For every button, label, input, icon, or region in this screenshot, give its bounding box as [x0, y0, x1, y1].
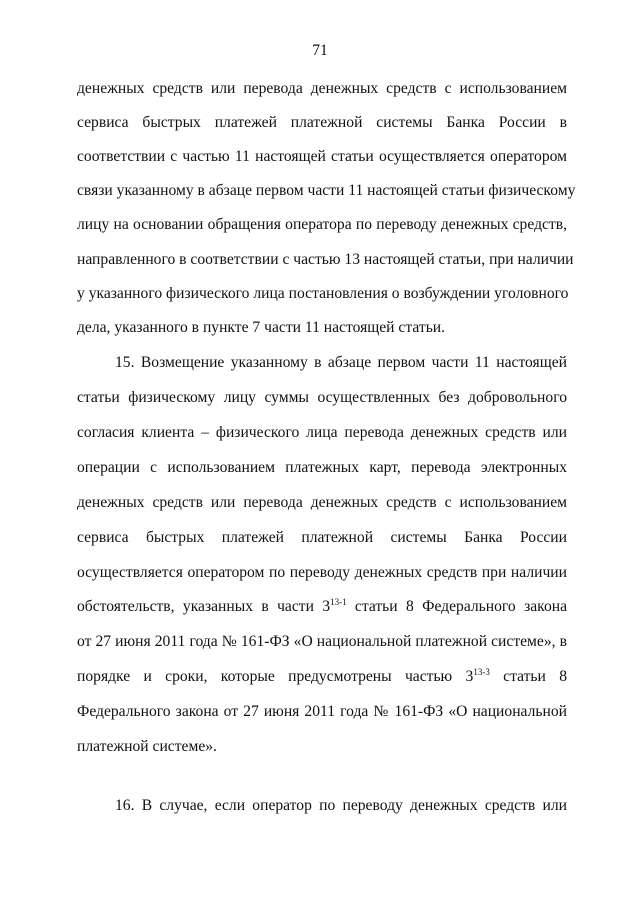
text-segment: обстоятельств, указанных в части 3 [77, 598, 331, 615]
text-line-with-superscript [77, 668, 567, 686]
text-segment: порядке и сроки, которые предусмотрены частью 3 [77, 668, 474, 685]
superscript: 13-3 [473, 667, 490, 677]
text-line: от 27 июня 2011 года № 161-ФЗ «О национальной платежной системе», в [77, 633, 567, 650]
text-line: денежных средств или перевода денежных средств с использованием [77, 494, 567, 511]
text-line: сервиса быстрых платежей платежной системы Банка России в [77, 114, 567, 131]
paragraph-16-start: 16. В случае, если оператор по переводу денежных средств или [115, 797, 567, 814]
text-line: лицу на основании обращения оператора по переводу денежных средств, [77, 216, 567, 233]
superscript: 13-1 [330, 597, 347, 607]
text-segment: статьи 8 [489, 668, 567, 685]
text-line: статьи физическому лицу суммы осуществленных без добровольного [77, 389, 567, 406]
page-number: 71 [312, 42, 328, 59]
text-line: у указанного физического лица постановления о возбуждении уголовного [77, 285, 569, 302]
text-line-with-superscript [77, 598, 567, 616]
text-line: Федерального закона от 27 июня 2011 года № 161-ФЗ «О национальной [77, 703, 567, 720]
paragraph-15-start: 15. Возмещение указанному в абзаце первом части 11 настоящей [115, 354, 567, 371]
text-line: осуществляется оператором по переводу денежных средств при наличии [77, 564, 567, 581]
text-line: платежной системе». [77, 738, 217, 755]
text-line: денежных средств или перевода денежных средств с использованием [77, 80, 567, 97]
text-line: согласия клиента – физического лица перевода денежных средств или [77, 424, 567, 441]
text-line: соответствии с частью 11 настоящей статьи осуществляется оператором [77, 148, 567, 165]
text-line: дела, указанного в пункте 7 части 11 настоящей статьи. [77, 319, 446, 336]
text-segment: статьи 8 Федерального закона [346, 598, 568, 615]
text-line: связи указанному в абзаце первом части 11 настоящей статьи физическому [77, 182, 576, 199]
text-line: операции с использованием платежных карт, перевода электронных [77, 459, 567, 476]
text-line: сервиса быстрых платежей платежной системы Банка России [77, 529, 567, 546]
text-line: направленного в соответствии с частью 13 настоящей статьи, при наличии [77, 251, 574, 268]
